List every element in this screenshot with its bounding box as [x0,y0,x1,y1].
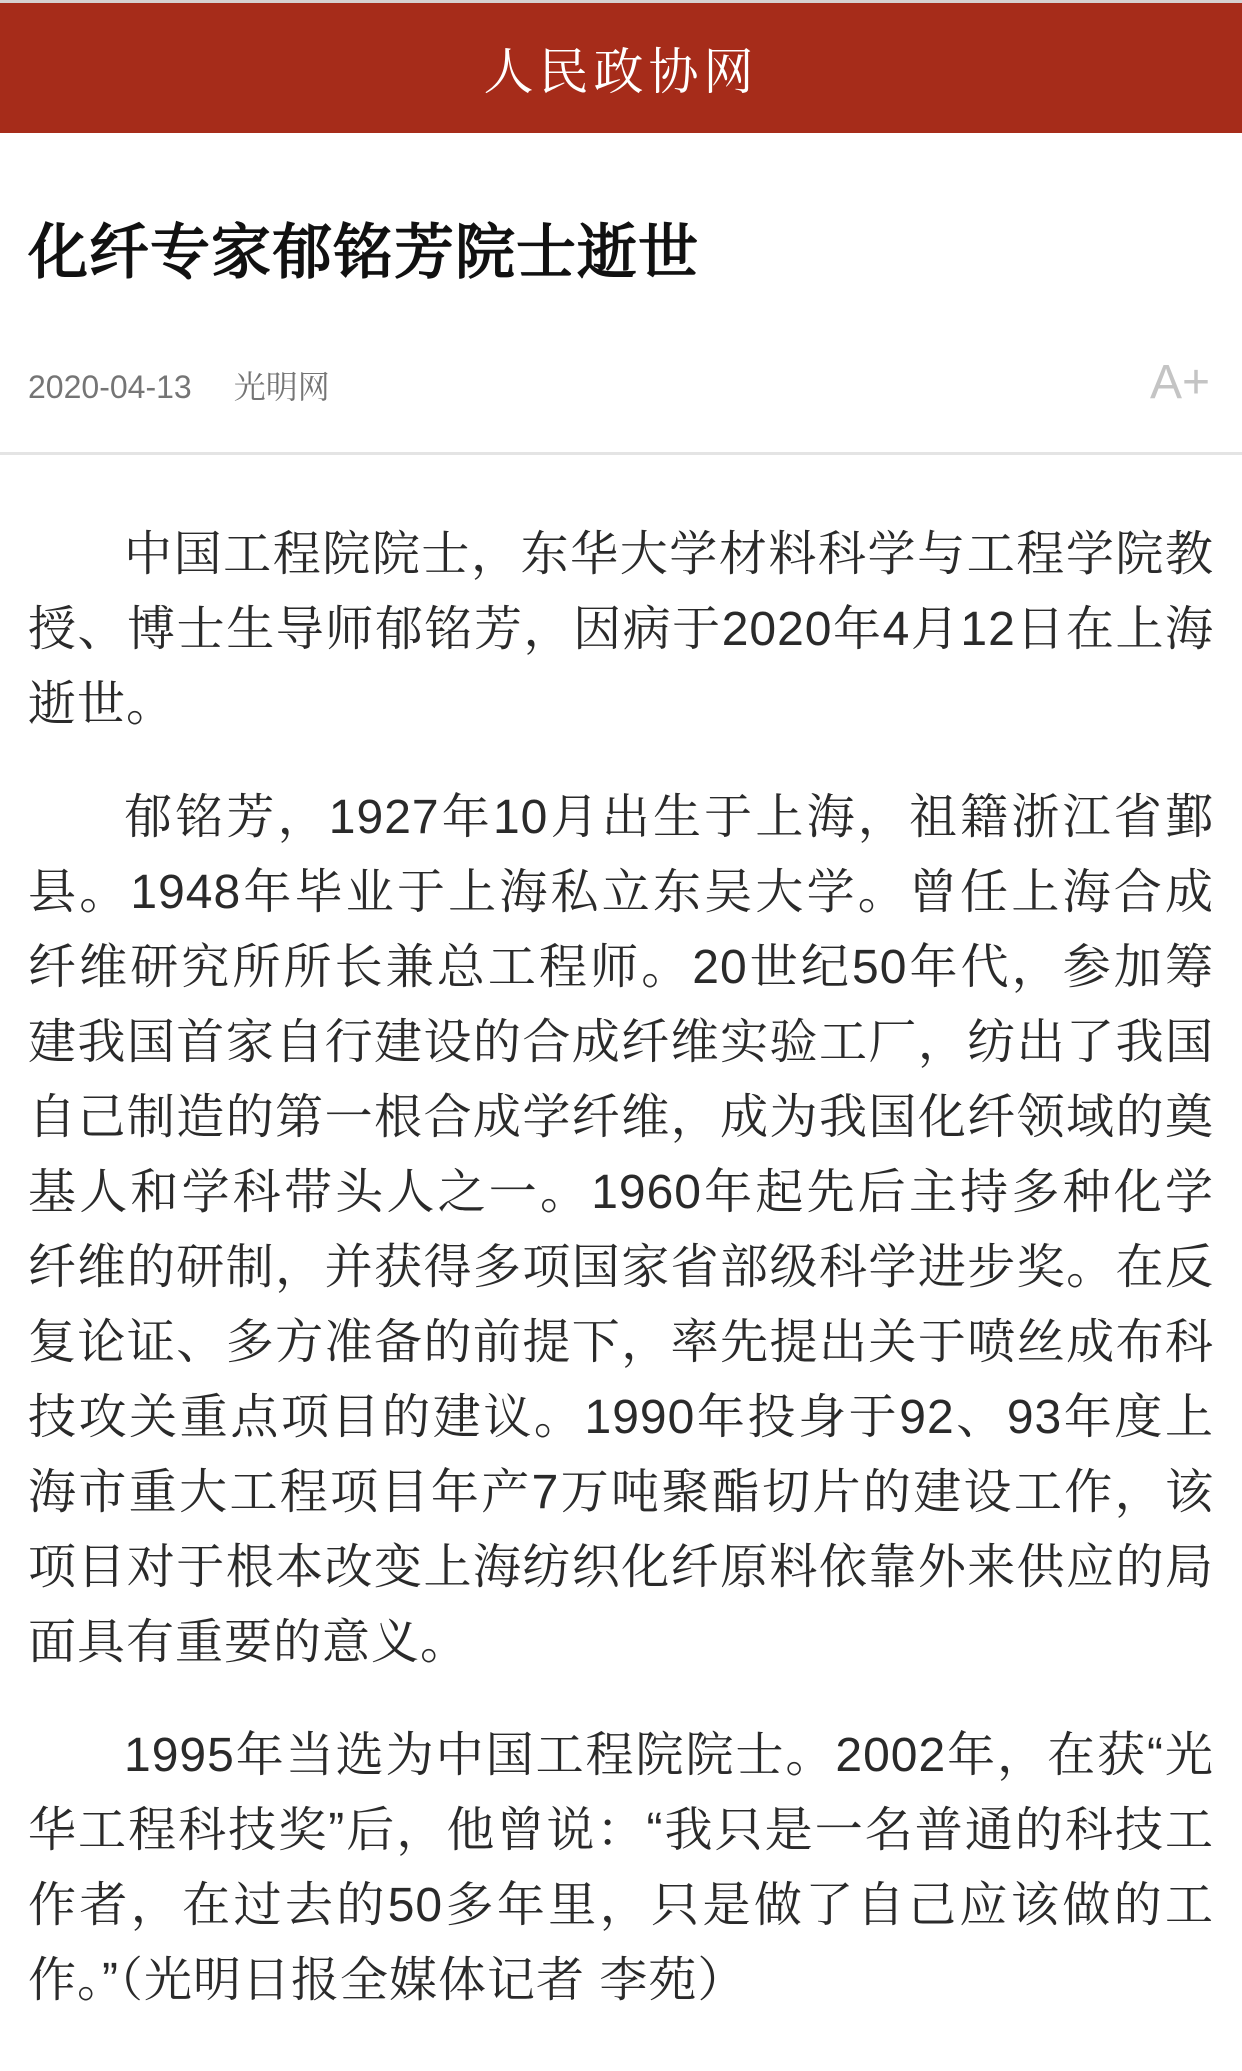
site-title[interactable]: 人民政协网 [483,44,759,100]
paragraph: 郁铭芳，1927年10月出生于上海，祖籍浙江省鄞县。1948年毕业于上海私立东吴大学。曾任上海合成纤维研究所所长兼总工程师。20世纪50年代，参加筹建我国首家自行建设的合成纤维实验工厂，纺出了我国自己制造的第一根合成学纤维，成为我国化纤领域的奠基人和学科带头人之一。1960年起先后主持多种化学纤维的研制，并获得多项国家省部级科学进步奖。在反复论证、多方准备的前提下，率先提出关于喷丝成布科技攻关重点项目的建议。1990年投身于92、93年度上海市重大工程项目年产7万吨聚酯切片的建设工作，该项目对于根本改变上海纺织化纤原料依靠外来供应的局面具有重要的意义。 [28,790,1214,1669]
paragraph: 1995年当选为中国工程院院士。2002年，在获“光华工程科技奖”后，他曾说：“我只是一名普通的科技工作者，在过去的50多年里，只是做了自己应该做的工作。”（光明日报全媒体记者 李苑） [28,1728,1214,2007]
site-header [0,3,1242,133]
article-meta [28,355,1214,409]
source-name: 光明网 [233,368,330,405]
font-increase-button[interactable]: A+ [1150,359,1214,407]
article-body [28,517,1214,2018]
section-divider [0,452,1242,455]
publish-date: 2020-04-13 [28,368,192,405]
article-header [0,221,1242,408]
paragraph: 中国工程院院士，东华大学材料科学与工程学院教授、博士生导师郁铭芳，因病于2020年4月12日在上海逝世。 [28,527,1214,731]
article-title: 化纤专家郁铭芳院士逝世 [28,219,699,286]
